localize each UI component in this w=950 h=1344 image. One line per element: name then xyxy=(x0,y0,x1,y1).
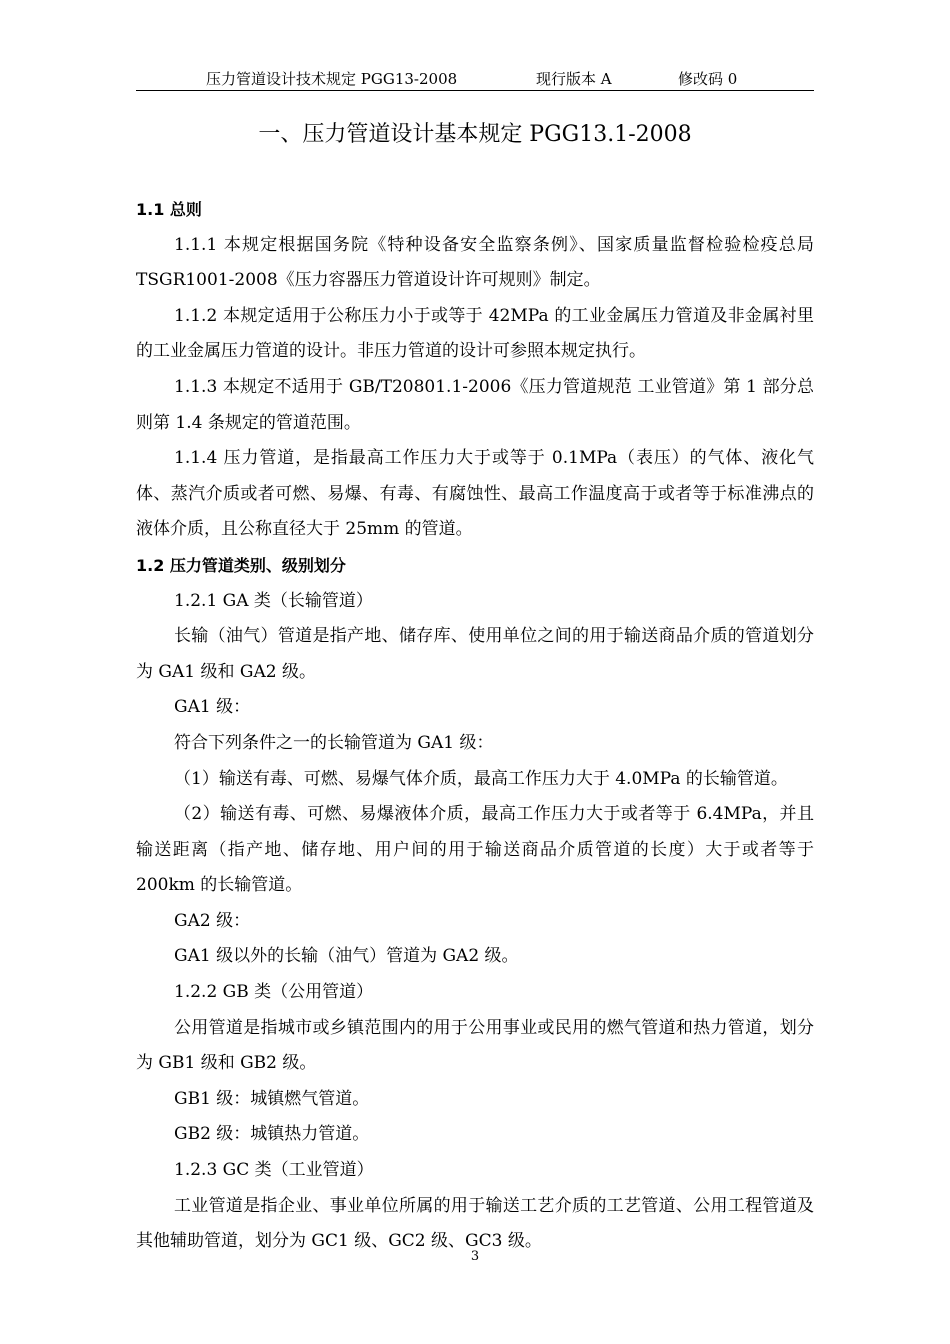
paragraph-ga2-definition: GA1 级以外的长输（油气）管道为 GA2 级。 xyxy=(174,946,519,967)
page-number: 3 xyxy=(470,1249,480,1264)
section-heading-1-2: 1.2 压力管道类别、级别划分 xyxy=(136,555,346,575)
paragraph-1-1-1: 1.1.1 本规定根据国务院《特种设备安全监察条例》、国家质量监督检验检疫总局 TSGR1001-2008《压力容器压力管道设计许可规则》制定。 xyxy=(136,234,814,291)
document-body xyxy=(136,192,814,1260)
header-version: 现行版本 A xyxy=(536,70,612,88)
paragraph-ga1-intro: 符合下列条件之一的长输管道为 GA1 级： xyxy=(174,732,494,753)
paragraph-gb1: GB1 级：城镇燃气管道。 xyxy=(174,1088,370,1109)
header-document-title: 压力管道设计技术规定 PGG13-2008 xyxy=(206,70,458,88)
running-header xyxy=(136,68,814,91)
subsection-heading-1-2-2: 1.2.2 GB 类（公用管道） xyxy=(174,982,374,1003)
paragraph-ga-definition: 长输（油气）管道是指产地、储存库、使用单位之间的用于输送商品介质的管道划分为 GA1 级和 GA2 级。 xyxy=(136,626,814,682)
subsection-heading-1-2-3: 1.2.3 GC 类（工业管道） xyxy=(174,1160,374,1181)
paragraph-1-1-2: 1.1.2 本规定适用于公称压力小于或等于 42MPa 的工业金属压力管道及非金属衬里的工业金属压力管道的设计。非压力管道的设计可参照本规定执行。 xyxy=(136,305,814,362)
paragraph-gc-definition: 工业管道是指企业、事业单位所属的用于输送工艺介质的工艺管道、公用工程管道及其他辅助管道，划分为 GC1 级、GC2 级、GC3 级。 xyxy=(136,1195,814,1252)
label-ga1: GA1 级： xyxy=(174,697,251,718)
section-heading-1-1: 1.1 总则 xyxy=(136,200,202,219)
paragraph-1-1-4: 1.1.4 压力管道，是指最高工作压力大于或等于 0.1MPa（表压）的气体、液化气体、蒸汽介质或者可燃、易爆、有毒、有腐蚀性、最高工作温度高于或者等于标准沸点的液体介质，且公称直径大于 25mm 的管道。 xyxy=(136,448,814,540)
subsection-heading-1-2-1: 1.2.1 GA 类（长输管道） xyxy=(174,590,373,611)
paragraph-gb2: GB2 级：城镇热力管道。 xyxy=(174,1124,370,1145)
label-ga2: GA2 级： xyxy=(174,910,251,931)
list-item-ga1-condition-2: （2）输送有毒、可燃、易爆液体介质，最高工作压力大于或者等于 6.4MPa，并且输送距离（指产地、储存地、用户间的用于输送商品介质管道的长度）大于或者等于 200km 的长输管道。 xyxy=(136,804,814,896)
paragraph-1-1-3: 1.1.3 本规定不适用于 GB/T20801.1-2006《压力管道规范 工业管道》第 1 部分总则第 1.4 条规定的管道范围。 xyxy=(136,376,814,433)
list-item-ga1-condition-1: （1）输送有毒、可燃、易爆气体介质，最高工作压力大于 4.0MPa 的长输管道。 xyxy=(174,768,788,789)
paragraph-gb-definition: 公用管道是指城市或乡镇范围内的用于公用事业或民用的燃气管道和热力管道，划分为 GB1 级和 GB2 级。 xyxy=(136,1017,814,1074)
header-revision: 修改码 0 xyxy=(678,70,738,88)
page-title: 一、压力管道设计基本规定 PGG13.1-2008 xyxy=(258,122,692,147)
